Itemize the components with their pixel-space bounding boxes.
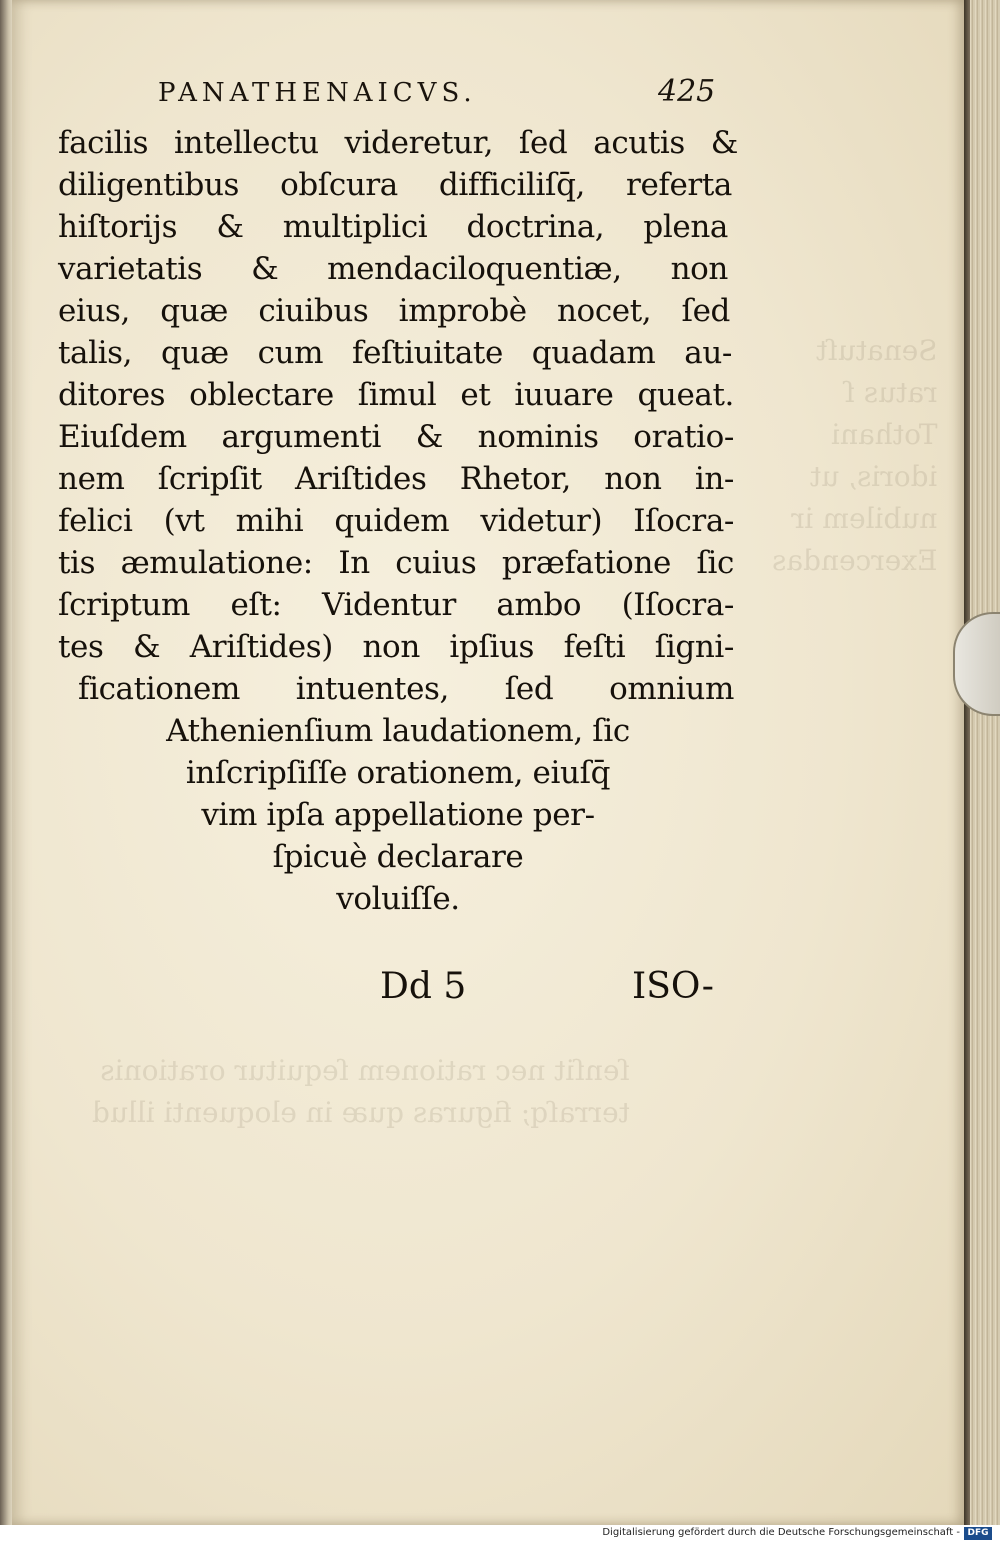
signature-mark: Dd 5 [380,966,467,1007]
page-header [152,74,752,114]
text-line: ſcriptum eſt: Videntur ambo (Iſocra- [58,587,734,623]
text-line: hiſtorijs & multiplici doctrina, plena [58,209,728,245]
text-line: ditores oblectare ſimul et iuuare queat. [58,377,734,413]
text-line: ficationem intuentes, ſed omnium [78,671,734,707]
dfg-logo: DFG [964,1527,992,1540]
text-line: ſpicuè declarare [272,839,524,875]
text-line: Eiuſdem argumenti & nominis oratio- [58,419,734,455]
text-line: tis æmulatione: In cuius præfatione ſic [58,545,734,581]
text-line: vim ipſa appellatione per- [201,797,595,833]
body-text [58,122,738,920]
gutter-shadow [964,0,970,1525]
text-line: diligentibus obſcura difficiliſq̄, referta [58,167,732,203]
text-line: varietatis & mendaciloquentiæ, non [58,251,728,287]
text-line: Athenienſium laudationem, ſic [166,713,630,749]
text-line: tes & Ariſtides) non ipſius feſti ſigni- [58,629,734,665]
text-line: felici (vt mihi quidem videtur) Iſocra- [58,503,734,539]
text-line: eius, quæ ciuibus improbè nocet, ſed [58,293,730,329]
text-line: voluiſſe. [336,881,460,917]
show-through-text: Senatuſt ratus ſ Tothani idoris, ut nubilem ir Exercendas [772,334,938,577]
text-line: nem ſcripſit Ariſtides Rhetor, non in- [58,461,734,497]
text-line: talis, quæ cum feſtiuitate quadam au- [58,335,732,371]
text-line: facilis intellectu videretur, ſed acutis & [58,125,738,161]
catchword: ISO- [632,966,714,1007]
show-through-text: ſenſit nec rationem ſequitur orationis terraſq; figuras quæ in eloquenti illud [92,1054,630,1129]
footer-bar [0,1525,1000,1543]
funding-credit: Digitalisierung gefördert durch die Deutsche Forschungsgemeinschaft - [602,1527,960,1538]
page-number: 425 [658,74,716,109]
text-line: inſcripſiſſe orationem, eiuſq̄ [185,755,611,791]
running-head: PANATHENAICVS. [158,78,477,108]
catchline [380,966,740,1016]
